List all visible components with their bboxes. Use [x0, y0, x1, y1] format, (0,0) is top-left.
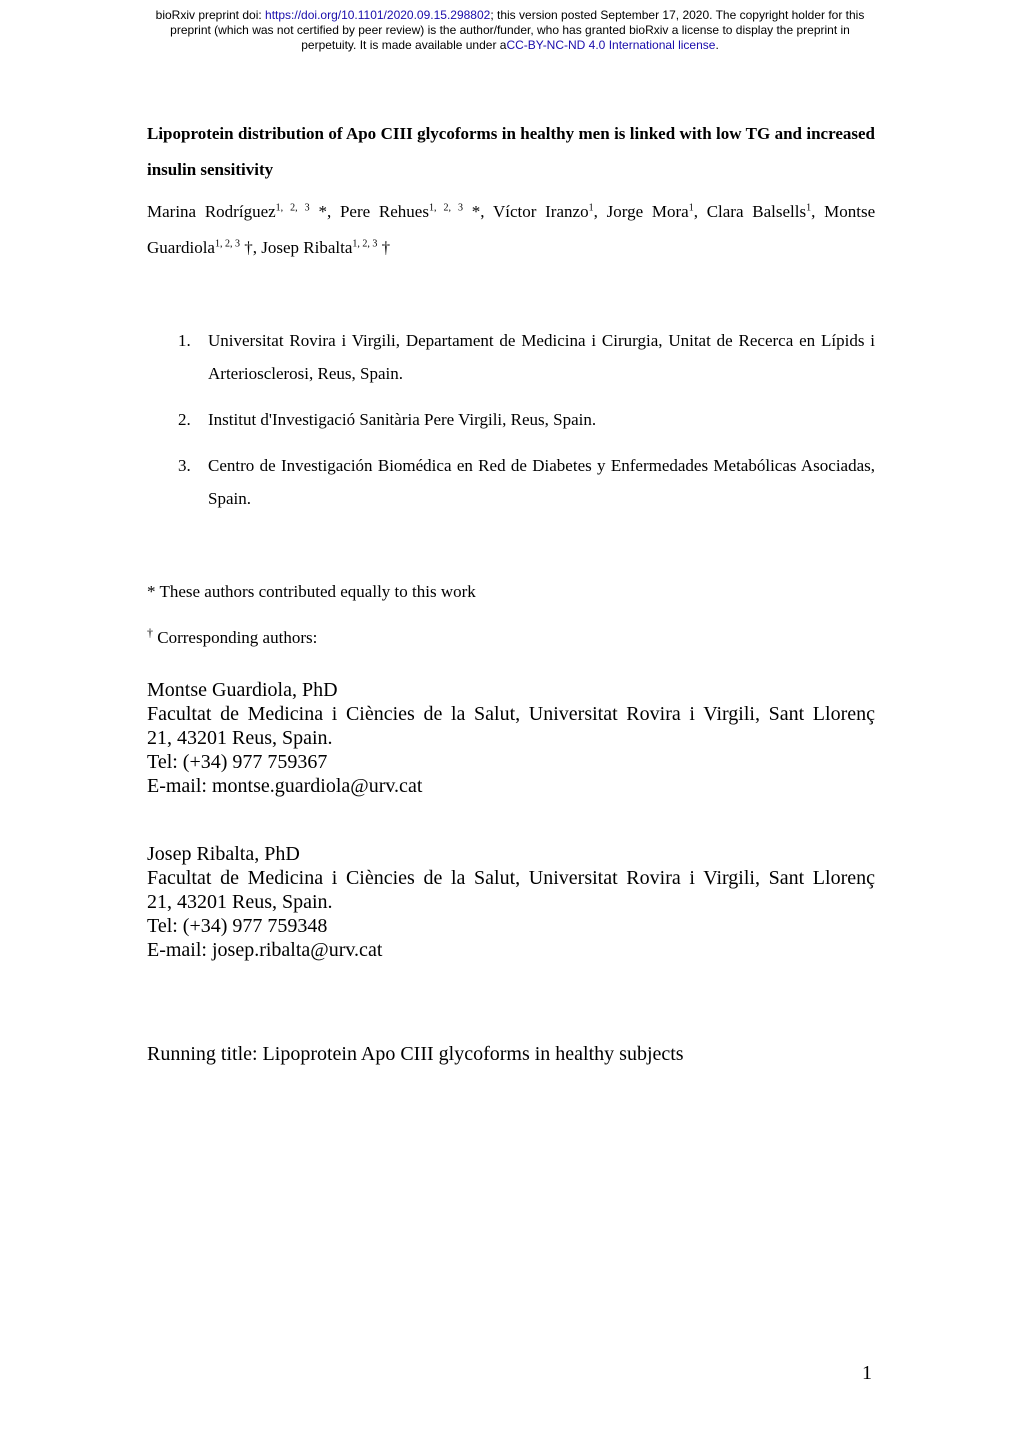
contact-tel: Tel: (+34) 977 759348 — [147, 915, 328, 937]
page-number: 1 — [862, 1362, 872, 1384]
author: Josep Ribalta$^{1, 2, 3}$ † — [261, 238, 391, 257]
notice-prefix: bioRxiv preprint doi: — [155, 8, 266, 22]
affiliation-number: 3. — [178, 456, 191, 475]
author: Pere Rehues$^{1, 2, 3}$ *, — [339, 202, 493, 221]
doi-link[interactable]: https://doi.org/10.1101/2020.09.15.298802 — [265, 8, 491, 22]
contact-name: Montse Guardiola, PhD — [147, 679, 338, 701]
contact-address: 21, 43201 Reus, Spain. — [147, 727, 333, 749]
notice-line2: preprint (which was not certified by peer review) is the author/funder, who has granted bioRxiv a license to display the preprint in — [170, 23, 850, 37]
preprint-notice — [60, 8, 960, 53]
affiliation-text: Universitat Rovira i Virgili, Departament de Medicina i Cirurgia, Unitat de Recerca en Lípids i Arteriosclerosi, Reus, Spain. — [208, 331, 875, 383]
affiliation-text: Centro de Investigación Biomédica en Red de Diabetes y Enfermedades Metabólicas Asociadas, Spain. — [208, 456, 875, 508]
notice-line3-suffix: . — [715, 38, 719, 52]
contact-email[interactable]: E-mail: montse.guardiola@urv.cat — [147, 775, 423, 797]
affiliation-number: 2. — [178, 410, 191, 429]
running-title: Running title: Lipoprotein Apo CIII glycoforms in healthy subjects — [147, 1043, 684, 1065]
contact-block — [147, 842, 875, 962]
contact-address: 21, 43201 Reus, Spain. — [147, 891, 333, 913]
contact-tel: Tel: (+34) 977 759367 — [147, 751, 328, 773]
notice-line1-rest: ; this version posted September 17, 2020. The copyright holder for this — [490, 8, 865, 22]
author: Víctor Iranzo$^1$, — [492, 202, 607, 221]
author: Jorge Mora$^1$, — [606, 202, 707, 221]
contact-affiliation: Facultat de Medicina i Ciències de la Salut, Universitat Rovira i Virgili, Sant Llorenç — [147, 703, 875, 725]
affiliation-text: Institut d'Investigació Sanitària Pere Virgili, Reus, Spain. — [208, 410, 597, 429]
author: Montse Guardiola$^{1, 2, 3}$ †, — [147, 202, 876, 257]
affiliation-item — [178, 403, 875, 436]
paper-title: Lipoprotein distribution of Apo CIII glycoforms in healthy men is linked with low TG and increased insulin sensitivity — [147, 124, 875, 179]
affiliation-item — [178, 324, 875, 390]
affiliation-number: 1. — [178, 331, 191, 350]
author-list — [147, 194, 875, 266]
contact-block — [147, 678, 875, 798]
corresponding-label-text: Corresponding authors: — [153, 628, 318, 647]
license-link[interactable]: CC-BY-NC-ND 4.0 International license — [506, 38, 716, 52]
contact-affiliation: Facultat de Medicina i Ciències de la Salut, Universitat Rovira i Virgili, Sant Llorenç — [147, 867, 875, 889]
contact-name: Josep Ribalta, PhD — [147, 843, 300, 865]
contact-email[interactable]: E-mail: josep.ribalta@urv.cat — [147, 939, 383, 961]
author: Clara Balsells$^1$, — [706, 202, 825, 221]
corresponding-authors-label — [147, 627, 317, 649]
equal-contribution-note: * These authors contributed equally to this work — [147, 582, 476, 601]
dagger-mark: † — [147, 625, 153, 640]
notice-line3-prefix: perpetuity. It is made available under a — [301, 38, 507, 52]
author: Marina Rodríguez$^{1, 2, 3}$ *, — [147, 202, 340, 221]
affiliation-item — [178, 449, 875, 515]
